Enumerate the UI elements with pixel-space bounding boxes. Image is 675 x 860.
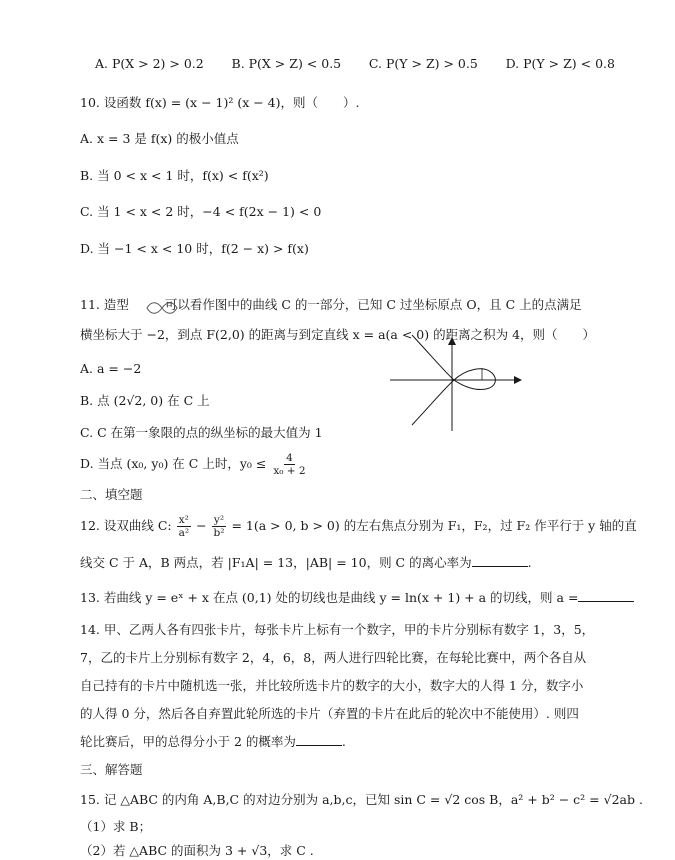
q9-option-a: A. P(X > 2) > 0.2: [95, 56, 204, 71]
q14-line4: 的人得 0 分，然后各自弃置此轮所选的卡片（弃置的卡片在此后的轮次中不能使用）. 则四: [80, 706, 579, 721]
q13-text: 13. 若曲线 y = eˣ + x 在点 (0,1) 处的切线也是曲线 y = ln(x + 1) + a 的切线，则 a =: [80, 590, 579, 605]
q12-fraction-x-den: a²: [178, 527, 190, 539]
q12-fraction-x-num: x²: [178, 514, 189, 526]
curve-c-lower-branch: [412, 380, 454, 425]
q11-option-b: B. 点 (2√2, 0) 在 C 上: [80, 393, 210, 408]
q12-answer-blank[interactable]: [472, 554, 528, 567]
q9-option-c: C. P(Y > Z) > 0.5: [368, 56, 478, 71]
q13-stem: [80, 589, 634, 607]
q11-stem-rest: 可以看作图中的曲线 C 的一部分，已知 C 过坐标原点 O，且 C 上的点满足: [164, 297, 582, 312]
q9-option-b: B. P(X > Z) < 0.5: [231, 56, 342, 71]
q12-stem-line1: [80, 511, 637, 541]
curve-c-loop: [454, 369, 495, 390]
q11-option-a: A. a = −2: [80, 361, 142, 376]
q10-option-d: D. 当 −1 < x < 10 时，f(2 − x) > f(x): [80, 241, 309, 256]
section-fill-in-heading: 二、填空题: [80, 487, 143, 502]
q9-option-d: D. P(Y > Z) < 0.8: [505, 56, 615, 71]
q12-fraction-y: [212, 514, 227, 539]
q14-answer-blank[interactable]: [296, 733, 342, 746]
q14-line5-text: 轮比赛后，甲的总得分小于 2 的概率为: [80, 734, 296, 749]
q14-end: .: [341, 734, 346, 749]
curve-figure: [388, 333, 528, 433]
q11-stem-line2: 横坐标大于 −2，到点 F(2,0) 的距离与到定直线 x = a(a < 0) 的距离之积为 4，则（ ）: [80, 327, 596, 342]
q14-line2: 7，乙的卡片上分别标有数字 2，4，6，8，两人进行四轮比赛，在每轮比赛中，两个各自从: [80, 650, 587, 665]
section-solve-heading: 三、解答题: [80, 762, 143, 777]
q12-fraction-x: [177, 514, 191, 539]
q14-line3: 自己持有的卡片中随机选一张，并比较所选卡片的数字的大小，数字大的人得 1 分，数字小: [80, 678, 584, 693]
q12-end: .: [527, 555, 532, 570]
q9-options-row: [95, 56, 615, 71]
q11-option-d-prefix: D. 当点 (x₀, y₀) 在 C 上时，y₀ ≤: [80, 456, 267, 471]
q15-part2: （2）若 △ABC 的面积为 3 + √3，求 C .: [80, 843, 314, 858]
q11-option-d: [80, 452, 309, 477]
q12-rest: = 1(a > 0, b > 0) 的左右焦点分别为 F₁，F₂，过 F₂ 作平行于 y 轴的直: [231, 518, 637, 533]
q12-stem-line2: [80, 554, 532, 572]
q11-option-c: C. C 在第一象限的点的纵坐标的最大值为 1: [80, 425, 323, 440]
curve-c-upper-branch: [412, 335, 454, 380]
q14-line5: [80, 733, 346, 751]
infinity-shape-icon: [145, 299, 179, 317]
q11-d-denominator: x₀ + 2: [273, 465, 306, 477]
q15-part1: （1）求 B；: [80, 819, 152, 834]
q13-answer-blank[interactable]: [578, 589, 634, 602]
q12-fraction-y-den: b²: [213, 527, 225, 539]
q12-prefix: 12. 设双曲线 C:: [80, 518, 172, 533]
q10-option-c: C. 当 1 < x < 2 时，−4 < f(2x − 1) < 0: [80, 204, 322, 219]
q12-minus: −: [196, 518, 207, 533]
q10-option-a: A. x = 3 是 f(x) 的极小值点: [80, 131, 239, 146]
q12-fraction-y-num: y²: [213, 514, 225, 526]
q11-stem-prefix: 11. 造型: [80, 297, 129, 312]
q11-d-numerator: 4: [286, 452, 293, 464]
q10-option-b: B. 当 0 < x < 1 时，f(x) < f(x²): [80, 168, 269, 183]
q15-stem: 15. 记 △ABC 的内角 A,B,C 的对边分别为 a,b,c，已知 sin C = √2 cos B，a² + b² − c² = √2ab .: [80, 792, 643, 807]
q10-stem: 10. 设函数 f(x) = (x − 1)² (x − 4)，则（ ）.: [80, 95, 360, 110]
q12-line2-text: 线交 C 于 A，B 两点，若 |F₁A| = 13，|AB| = 10，则 C 的离心率为: [80, 555, 472, 570]
q14-line1: 14. 甲、乙两人各有四张卡片，每张卡片上标有一个数字，甲的卡片分别标有数字 1，3，5，: [80, 622, 595, 637]
q11-option-d-fraction: [271, 452, 307, 477]
